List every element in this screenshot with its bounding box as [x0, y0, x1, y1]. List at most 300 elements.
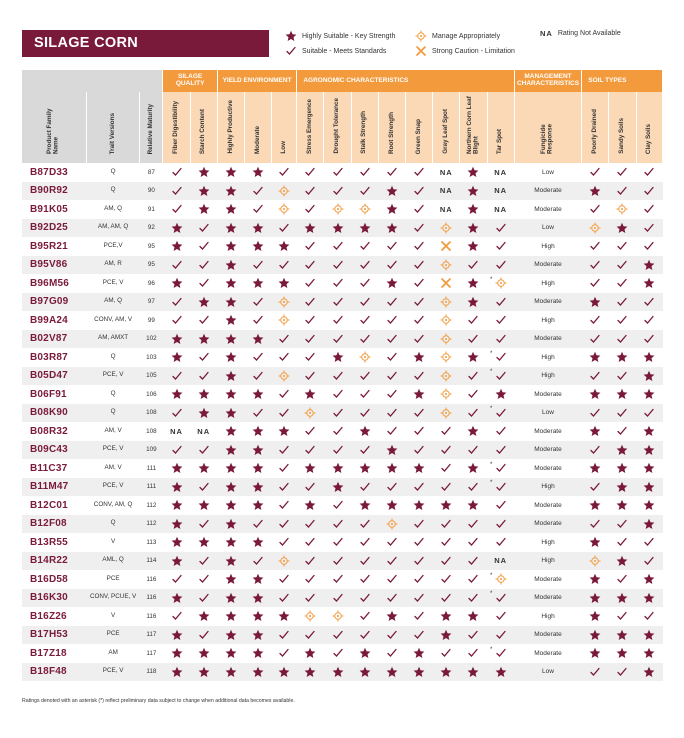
rating-cell — [351, 589, 378, 608]
rating-cell — [582, 385, 609, 404]
check-icon — [589, 444, 601, 456]
rating-cell — [297, 163, 324, 182]
rating-cell — [163, 330, 190, 349]
rating-cell — [433, 274, 460, 293]
rating-cell — [244, 459, 271, 478]
rating-cell — [406, 663, 433, 682]
page-title: SILAGE CORN — [22, 30, 269, 57]
rating-cell — [582, 496, 609, 515]
rating-cell — [297, 367, 324, 386]
target-icon — [278, 314, 290, 326]
check-icon — [467, 592, 479, 604]
check-icon — [616, 259, 628, 271]
rating-cell — [406, 570, 433, 589]
check-icon — [413, 333, 425, 345]
check-icon — [413, 555, 425, 567]
rating-cell — [163, 478, 190, 497]
rating-cell — [217, 644, 244, 663]
check-icon — [332, 499, 344, 511]
rating-cell — [351, 533, 378, 552]
rating-cell — [351, 441, 378, 460]
rating-cell — [217, 404, 244, 423]
rating-cell — [244, 422, 271, 441]
check-icon — [589, 518, 601, 530]
fungicide-response: High — [514, 348, 581, 367]
rating-cell — [297, 459, 324, 478]
check-icon — [359, 481, 371, 493]
check-icon — [643, 536, 655, 548]
check-icon — [495, 444, 507, 456]
rating-cell — [163, 367, 190, 386]
check-icon — [413, 314, 425, 326]
star-icon — [616, 499, 628, 511]
star-icon — [171, 555, 183, 567]
check-icon — [332, 536, 344, 548]
rating-cell — [487, 663, 514, 682]
check-icon — [616, 536, 628, 548]
check-icon — [643, 333, 655, 345]
star-icon — [171, 240, 183, 252]
rating-cell — [244, 385, 271, 404]
rating-cell — [163, 274, 190, 293]
rating-cell — [217, 182, 244, 201]
group-silage: SILAGE QUALITY — [163, 70, 217, 92]
rating-cell — [297, 533, 324, 552]
rating-cell — [351, 182, 378, 201]
rating-cell — [324, 219, 351, 238]
x-icon — [440, 277, 452, 289]
rating-cell — [244, 607, 271, 626]
rating-cell — [217, 311, 244, 330]
rating-cell — [272, 459, 297, 478]
check-icon — [198, 573, 210, 585]
rating-cell — [378, 219, 405, 238]
rating-cell — [190, 663, 217, 682]
legend-label: Suitable - Meets Standards — [302, 47, 387, 55]
rating-cell — [378, 441, 405, 460]
rating-cell — [297, 552, 324, 571]
star-icon — [304, 222, 316, 234]
asterisk-mark: * — [490, 646, 493, 653]
target-icon — [304, 610, 316, 622]
rating-cell — [582, 441, 609, 460]
star-icon — [589, 425, 601, 437]
rating-cell — [609, 274, 636, 293]
check-icon — [440, 462, 452, 474]
relative-maturity: 112 — [140, 515, 163, 534]
star-icon — [616, 444, 628, 456]
rating-cell — [460, 385, 487, 404]
check-icon — [467, 314, 479, 326]
check-icon — [332, 259, 344, 271]
relative-maturity: 112 — [140, 496, 163, 515]
na-icon: NA — [494, 556, 508, 566]
check-icon — [359, 240, 371, 252]
check-icon — [589, 666, 601, 678]
rating-cell — [636, 274, 662, 293]
check-icon — [278, 592, 290, 604]
relative-maturity: 103 — [140, 348, 163, 367]
check-icon — [413, 222, 425, 234]
fungicide-response: Moderate — [514, 626, 581, 645]
star-icon — [225, 277, 237, 289]
trait-versions: AM, AMXT — [86, 330, 139, 349]
check-icon — [359, 444, 371, 456]
star-icon — [386, 610, 398, 622]
legend-label: Highly Suitable - Key Strength — [302, 32, 396, 40]
check-icon — [359, 536, 371, 548]
trait-versions: Q — [86, 385, 139, 404]
rating-cell — [433, 626, 460, 645]
star-icon — [616, 629, 628, 641]
check-icon — [467, 518, 479, 530]
check-icon — [278, 166, 290, 178]
rating-cell — [433, 330, 460, 349]
check-icon — [386, 425, 398, 437]
rating-cell — [406, 256, 433, 275]
check-icon — [304, 555, 316, 567]
rating-cell — [378, 570, 405, 589]
rating-cell — [324, 589, 351, 608]
rating-cell — [244, 533, 271, 552]
check-icon — [413, 166, 425, 178]
star-icon — [386, 222, 398, 234]
col-stalk: Stalk Strength — [360, 111, 368, 154]
star-icon — [467, 277, 479, 289]
check-icon — [616, 314, 628, 326]
rating-cell — [406, 589, 433, 608]
rating-cell — [636, 478, 662, 497]
table-row — [22, 163, 663, 182]
star-icon — [198, 185, 210, 197]
relative-maturity: 108 — [140, 404, 163, 423]
rating-cell — [406, 552, 433, 571]
star-icon — [589, 610, 601, 622]
rating-cell — [190, 330, 217, 349]
star-icon — [440, 499, 452, 511]
rating-cell — [487, 367, 514, 386]
table-row — [22, 533, 663, 552]
star-icon — [643, 481, 655, 493]
check-icon — [413, 610, 425, 622]
star-icon — [225, 185, 237, 197]
fungicide-response: High — [514, 478, 581, 497]
trait-versions: AM, AM, Q — [86, 219, 139, 238]
check-icon — [304, 185, 316, 197]
check-icon — [440, 481, 452, 493]
relative-maturity: 111 — [140, 478, 163, 497]
check-icon — [278, 573, 290, 585]
check-icon — [413, 536, 425, 548]
rating-cell — [351, 552, 378, 571]
target-icon — [440, 314, 452, 326]
star-icon — [198, 388, 210, 400]
rating-cell — [324, 663, 351, 682]
star-icon — [198, 166, 210, 178]
star-icon — [198, 296, 210, 308]
check-icon — [359, 629, 371, 641]
star-icon — [198, 647, 210, 659]
group-yield: YIELD ENVIRONMENT — [217, 70, 297, 92]
rating-cell — [609, 311, 636, 330]
trait-versions: V — [86, 533, 139, 552]
check-icon — [386, 407, 398, 419]
star-icon — [643, 592, 655, 604]
rating-cell — [217, 478, 244, 497]
col-stress: Stress Emergence — [306, 99, 314, 154]
asterisk-mark: * — [490, 480, 493, 486]
rating-cell — [460, 293, 487, 312]
rating-cell — [297, 478, 324, 497]
star-icon — [225, 388, 237, 400]
check-icon — [304, 296, 316, 308]
rating-cell — [272, 441, 297, 460]
star-icon — [413, 351, 425, 363]
star-icon — [225, 166, 237, 178]
relative-maturity: 106 — [140, 385, 163, 404]
rating-cell — [609, 441, 636, 460]
relative-maturity: 105 — [140, 367, 163, 386]
rating-cell — [297, 441, 324, 460]
star-icon — [643, 518, 655, 530]
check-icon — [304, 277, 316, 289]
trait-versions: AM — [86, 644, 139, 663]
trait-versions: CONV, AM, Q — [86, 496, 139, 515]
rating-cell — [460, 274, 487, 293]
rating-cell — [582, 533, 609, 552]
rating-cell — [190, 441, 217, 460]
check-icon — [589, 481, 601, 493]
star-icon — [467, 240, 479, 252]
check-icon — [413, 203, 425, 215]
legend-label: Rating Not Available — [557, 30, 621, 38]
star-icon — [467, 425, 479, 437]
check-icon — [359, 314, 371, 326]
star-icon — [413, 647, 425, 659]
rating-cell — [272, 256, 297, 275]
trait-versions: Q — [86, 348, 139, 367]
rating-cell — [163, 626, 190, 645]
rating-cell — [217, 552, 244, 571]
check-icon — [171, 370, 183, 382]
star-icon — [225, 425, 237, 437]
rating-cell — [244, 644, 271, 663]
rating-cell — [487, 200, 514, 219]
asterisk-mark: * — [490, 406, 493, 412]
rating-cell — [351, 311, 378, 330]
fungicide-response: High — [514, 237, 581, 256]
star-icon — [225, 629, 237, 641]
rating-cell — [272, 311, 297, 330]
rating-cell — [190, 496, 217, 515]
star-icon — [225, 314, 237, 326]
rating-cell — [351, 496, 378, 515]
rating-cell — [487, 607, 514, 626]
rating-cell — [582, 607, 609, 626]
star-icon — [225, 518, 237, 530]
trait-versions: PCE, V — [86, 478, 139, 497]
rating-cell — [609, 570, 636, 589]
star-icon — [225, 222, 237, 234]
rating-cell — [460, 256, 487, 275]
check-icon — [359, 277, 371, 289]
rating-cell — [378, 496, 405, 515]
table-row — [22, 441, 663, 460]
star-icon — [225, 481, 237, 493]
rating-cell — [297, 589, 324, 608]
rating-cell — [244, 441, 271, 460]
star-icon — [171, 333, 183, 345]
check-icon — [413, 296, 425, 308]
rating-cell — [433, 663, 460, 682]
rating-cell — [582, 552, 609, 571]
check-icon — [386, 647, 398, 659]
rating-cell — [378, 552, 405, 571]
check-icon — [278, 499, 290, 511]
star-icon — [467, 610, 479, 622]
x-icon — [440, 240, 452, 252]
relative-maturity: 97 — [140, 293, 163, 312]
rating-cell — [487, 256, 514, 275]
check-icon — [616, 425, 628, 437]
rating-cell — [272, 237, 297, 256]
rating-cell — [433, 404, 460, 423]
check-icon — [332, 370, 344, 382]
rating-cell — [217, 515, 244, 534]
check-icon — [386, 166, 398, 178]
check-icon — [616, 666, 628, 678]
star-icon — [252, 629, 264, 641]
rating-cell — [244, 256, 271, 275]
star-icon — [616, 351, 628, 363]
rating-cell — [351, 607, 378, 626]
check-icon — [304, 573, 316, 585]
check-icon — [278, 333, 290, 345]
star-icon — [225, 610, 237, 622]
check-icon — [278, 481, 290, 493]
product-name: B11C37 — [22, 459, 86, 478]
check-icon — [413, 259, 425, 271]
check-icon — [359, 610, 371, 622]
rating-cell — [609, 552, 636, 571]
trait-versions: AM, R — [86, 256, 139, 275]
legend-label: Strong Caution - Limitation — [432, 47, 515, 55]
rating-cell — [324, 182, 351, 201]
rating-cell — [609, 293, 636, 312]
rating-cell — [378, 293, 405, 312]
rating-cell — [406, 533, 433, 552]
check-icon — [359, 518, 371, 530]
rating-cell — [609, 644, 636, 663]
rating-cell — [190, 256, 217, 275]
na-icon: NA — [170, 426, 183, 436]
rating-cell — [324, 311, 351, 330]
check-icon — [589, 407, 601, 419]
rating-cell — [609, 422, 636, 441]
check-icon — [495, 647, 507, 659]
rating-cell — [460, 663, 487, 682]
check-icon — [304, 166, 316, 178]
rating-cell — [609, 478, 636, 497]
product-name: B96M56 — [22, 274, 86, 293]
check-icon — [643, 203, 655, 215]
check-icon — [171, 203, 183, 215]
check-icon — [171, 610, 183, 622]
check-icon — [440, 518, 452, 530]
rating-cell — [163, 293, 190, 312]
rating-cell — [272, 367, 297, 386]
rating-cell — [163, 644, 190, 663]
rating-cell — [297, 237, 324, 256]
rating-cell — [582, 311, 609, 330]
rating-cell — [163, 441, 190, 460]
fungicide-response: Moderate — [514, 459, 581, 478]
rating-cell — [582, 256, 609, 275]
rating-cell — [272, 385, 297, 404]
star-icon — [225, 592, 237, 604]
rating-cell — [190, 607, 217, 626]
star-icon — [643, 425, 655, 437]
rating-cell — [297, 496, 324, 515]
rating-cell — [297, 626, 324, 645]
star-icon — [616, 481, 628, 493]
rating-cell — [351, 385, 378, 404]
rating-cell — [433, 219, 460, 238]
star-icon — [171, 222, 183, 234]
rating-cell — [217, 422, 244, 441]
check-icon — [252, 259, 264, 271]
check-icon — [332, 388, 344, 400]
star-icon — [304, 666, 316, 678]
check-icon — [278, 259, 290, 271]
rating-cell — [297, 219, 324, 238]
na-icon: NA — [540, 29, 553, 38]
trait-versions: Q — [86, 182, 139, 201]
rating-cell — [378, 163, 405, 182]
rating-cell — [433, 163, 460, 182]
rating-cell — [433, 367, 460, 386]
star-icon — [643, 647, 655, 659]
rating-cell — [190, 422, 217, 441]
check-icon — [304, 481, 316, 493]
target-icon — [415, 30, 427, 42]
relative-maturity: 95 — [140, 256, 163, 275]
target-icon — [495, 573, 507, 585]
trait-versions: PCE, V — [86, 274, 139, 293]
star-icon — [171, 481, 183, 493]
star-icon — [225, 259, 237, 271]
relative-maturity: 116 — [140, 607, 163, 626]
rating-cell — [406, 274, 433, 293]
rating-cell — [636, 237, 662, 256]
col-trait: Trait Versions — [108, 112, 116, 154]
star-icon — [252, 499, 264, 511]
rating-cell — [582, 237, 609, 256]
rating-cell — [460, 626, 487, 645]
table-row — [22, 552, 663, 571]
star-icon — [495, 388, 507, 400]
rating-cell — [190, 515, 217, 534]
check-icon — [386, 314, 398, 326]
rating-cell — [460, 533, 487, 552]
check-icon — [304, 370, 316, 382]
rating-cell — [324, 200, 351, 219]
rating-cell — [217, 256, 244, 275]
product-name: B16D58 — [22, 570, 86, 589]
rating-cell — [351, 515, 378, 534]
rating-cell — [582, 404, 609, 423]
rating-cell — [378, 459, 405, 478]
